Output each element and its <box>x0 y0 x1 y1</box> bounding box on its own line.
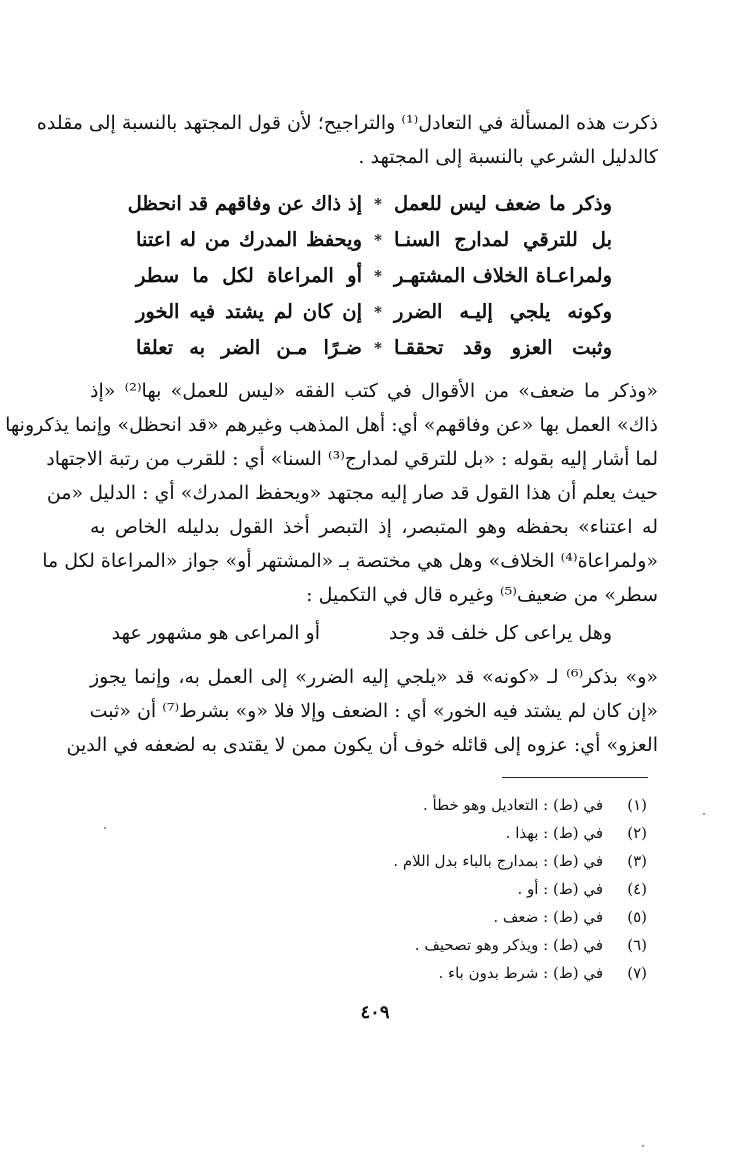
footnote-number: (١) <box>627 796 647 814</box>
footnote <box>423 793 647 817</box>
hemistich-second: ويحفظ المدرك من له اعتنا <box>136 228 362 251</box>
footnote-number: (٧) <box>627 964 647 982</box>
footnote <box>438 961 647 985</box>
footnote-number: (٣) <box>627 852 647 870</box>
scan-speck <box>642 1145 644 1147</box>
scan-speck <box>703 813 705 815</box>
poem-line <box>136 330 612 366</box>
footnote-text: في (ط) : التعاديل وهو خطأ . <box>422 796 603 814</box>
footnote-text: في (ط) : ضعف . <box>493 908 603 926</box>
quoted-verse-second: أو المراعى هو مشهور عهد <box>111 622 320 644</box>
commentary-line: العزو» أي: عزوه إلى قائله خوف أن يكون ممن لا يقتدى به لضعفه في الدين <box>66 734 658 756</box>
poem-line <box>136 258 612 294</box>
footnote-number: (٦) <box>627 936 647 954</box>
footnote-text: في (ط) : بهذا . <box>505 824 603 842</box>
hemistich-first: بل للترقي لمدارج السنـا <box>394 228 612 251</box>
hemistich-second: ضـرًا مـن الضر به تعلقا <box>136 336 362 359</box>
footnote-text: في (ط) : أو . <box>517 880 603 898</box>
hemistich-second: أو المراعاة لكل ما سطر <box>136 264 362 287</box>
body-line: كالدليل الشرعي بالنسبة إلى المجتهد . <box>358 146 658 168</box>
commentary-line: «ولمراعاة⁽⁴⁾ الخلاف» وهل هي مختصة بـ «المشتهر أو» جواز «المراعاة لكل ما <box>42 550 658 572</box>
commentary-line: حيث يعلم أن هذا القول قد صار إليه مجتهد «ويحفظ المدرك» أي : الدليل «من <box>46 482 658 504</box>
hemistich-first: وثبت العزو وقد تحققـا <box>394 336 612 359</box>
commentary-line: لما أشار إليه بقوله : «بل للترقي لمدارج⁽³⁾ السنا» أي : للقرب من رتبة الاجتهاد <box>46 448 658 470</box>
commentary-line: «إن كان لم يشتد فيه الخور» أي : الضعف وإلا فلا «و» بشرط⁽⁷⁾ أن «ثبت <box>89 700 658 722</box>
hemistich-first: وكونه يلجي إليـه الضرر <box>394 300 612 323</box>
commentary-line: «وذكر ما ضعف» من الأقوال في كتب الفقه «ليس للعمل» بها⁽²⁾ «إذ <box>90 380 658 402</box>
page-number: ٤٠٩ <box>360 1002 390 1023</box>
poem-line <box>136 222 612 258</box>
footnote-text: في (ط) : شرط بدون باء . <box>438 964 603 982</box>
hemistich-first: وذكر ما ضعف ليس للعمل <box>394 192 612 215</box>
body-line: ذكرت هذه المسألة في التعادل⁽¹⁾ والتراجيح؛ لأن قول المجتهد بالنسبة إلى مقلده <box>36 112 658 134</box>
footnote <box>517 877 647 901</box>
footnote <box>393 849 647 873</box>
hemistich-second: إذ ذاك عن وفاقهم قد انحظل <box>127 192 362 215</box>
quoted-verse-first: وهل يراعى كل خلف قد وجد <box>388 622 612 644</box>
poem-line <box>136 294 612 330</box>
footnote <box>493 905 647 929</box>
commentary-line: سطر» من ضعيف⁽⁵⁾ وغيره قال في التكميل : <box>306 584 658 606</box>
commentary-line: ذاك» العمل بها «عن وفاقهم» أي: أهل المذهب وغيرهم «قد انحظل» وإنما يذكرونها <box>5 414 658 436</box>
footnote-number: (٥) <box>627 908 647 926</box>
footnote <box>415 933 647 957</box>
footnote <box>506 821 647 845</box>
commentary-line: له اعتناء» بحفظه وهو المتبصر، إذ التبصر أخذ القول بدليله الخاص به <box>90 516 658 538</box>
verse-separator: * <box>374 195 382 213</box>
verse-separator: * <box>374 339 382 357</box>
verse-separator: * <box>374 267 382 285</box>
verse-separator: * <box>374 231 382 249</box>
poem-line <box>127 186 612 222</box>
footnote-text: في (ط) : بمدارج بالباء بدل اللام . <box>393 852 603 870</box>
hemistich-first: ولمراعـاة الخلاف المشتهـر <box>394 264 612 287</box>
verse-separator: * <box>374 303 382 321</box>
footnote-number: (٢) <box>627 824 647 842</box>
footnote-divider <box>502 777 648 778</box>
footnote-text: في (ط) : ويذكر وهو تصحيف . <box>414 936 603 954</box>
hemistich-second: إن كان لم يشتد فيه الخور <box>136 300 362 323</box>
scan-speck <box>104 827 106 829</box>
footnote-number: (٤) <box>627 880 647 898</box>
commentary-line: «و» بذكر⁽⁶⁾ لـ «كونه» قد «يلجي إليه الضرر» إلى العمل به، وإنما يجوز <box>90 666 658 688</box>
